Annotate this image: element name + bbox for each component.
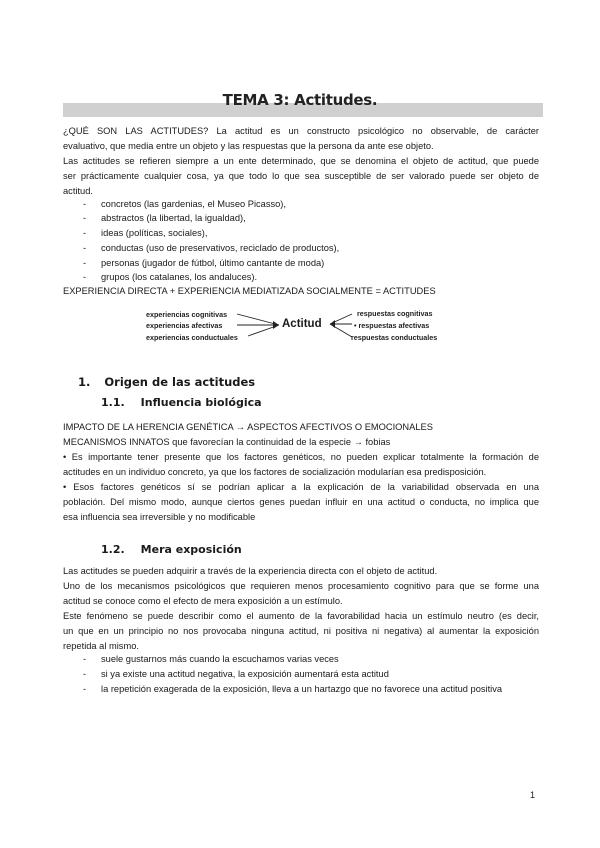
intro-line: Las actitudes se refieren siempre a un ente determinado, que se denomina el objeto de actitud, que puede — [63, 156, 539, 166]
list-item: - ideas (políticas, sociales), — [83, 228, 208, 238]
subsection-title: Mera exposición — [140, 543, 242, 556]
section-title: Origen de las actitudes — [104, 375, 256, 389]
body-line: Este fenómeno se puede describir como el aumento de la favorabilidad hacia un estímulo neutro (es decir, — [63, 611, 539, 621]
list-item: - si ya existe una actitud negativa, la exposición aumentará esta actitud — [83, 669, 389, 679]
section-number: 1. — [78, 375, 91, 389]
body-line: IMPACTO DE LA HERENCIA GENÉTICA → ASPECTOS AFECTIVOS O EMOCIONALES — [63, 422, 433, 432]
intro-line: evaluativo, que media entre un objeto y las respuestas que la persona da ante ese objeto. — [63, 141, 434, 151]
subsection-heading — [101, 396, 262, 409]
list-item: - la repetición exagerada de la exposición, lleva a un hartazgo que no favorece una actitud positiva — [83, 684, 503, 694]
body-line: repetida al mismo. — [63, 641, 139, 651]
arrow-left-top — [237, 314, 279, 325]
body-line: • Es importante tener presente que los factores genéticos, no pueden explicar totalmente la formación de — [63, 452, 539, 462]
body-line: actitud se conoce como el efecto de mera exposición a un estímulo. — [63, 596, 343, 606]
subsection-number: 1.2. — [101, 543, 125, 556]
list-item: - suele gustarnos más cuando la escuchamos varias veces — [83, 654, 339, 664]
page-title: TEMA 3: Actitudes. — [222, 91, 378, 109]
body-line: actitudes en un individuo concreto, ya que los factores de socialización modularían esa predisposición. — [63, 467, 487, 477]
subsection-heading — [101, 543, 242, 556]
intro-line: actitud. — [63, 186, 93, 196]
list-item: - conductas (uso de preservativos, reciclado de productos), — [83, 243, 340, 253]
subsection-number: 1.1. — [101, 396, 125, 409]
diagram-center: Actitud — [282, 318, 322, 330]
intro-line: ser prácticamente cualquier cosa, ya que todo lo que sea susceptible de ser valorado puede ser objeto de — [63, 171, 539, 181]
body-line: esa influencia sea irreversible y no modificable — [63, 512, 256, 522]
diagram-right-item: • respuestas afectivas — [354, 321, 430, 330]
subsection-title: Influencia biológica — [140, 396, 262, 409]
page-number: 1 — [530, 790, 536, 800]
body-line: Las actitudes se pueden adquirir a través de la experiencia directa con el objeto de actitud. — [63, 566, 438, 576]
body-line: MECANISMOS INNATOS que favorecían la continuidad de la especie → fobias — [63, 437, 391, 447]
list-item: - concretos (las gardenias, el Museo Picasso), — [83, 199, 286, 209]
diagram-left-item: experiencias cognitivas — [146, 310, 228, 319]
section-heading — [78, 375, 255, 389]
diagram-left-item: experiencias afectivas — [146, 321, 223, 330]
arrow-head-left — [273, 321, 279, 329]
list-item: - abstractos (la libertad, la igualdad), — [83, 213, 246, 223]
body-line: un que en un principio no nos provocaba ninguna actitud, ni positiva ni negativa) al aumentar la exposición — [63, 626, 539, 636]
list-item: - personas (jugador de fútbol, último cantante de moda) — [83, 258, 325, 268]
diagram-left-item: experiencias conductuales — [146, 333, 238, 342]
arrow-head-right — [330, 320, 335, 328]
list-item: - grupos (los catalanes, los andaluces). — [83, 272, 258, 282]
formula-line: EXPERIENCIA DIRECTA + EXPERIENCIA MEDIATIZADA SOCIALMENTE = ACTITUDES — [63, 286, 436, 296]
body-line: Uno de los mecanismos psicológicos que requieren menos procesamiento cognitivo para que se forme una — [63, 581, 539, 591]
intro-line: ¿QUÉ SON LAS ACTITUDES? La actitud es un constructo psicológico no observable, de carácter — [63, 126, 539, 136]
body-line: • Esos factores genéticos sí se podrían aplicar a la explicación de la variabilidad observada en una — [63, 482, 539, 492]
body-line: población. Del mismo modo, aunque ciertos genes puedan influir en una actitud o conducta, no implica que — [63, 497, 539, 507]
diagram-right-item: respuestas conductuales — [351, 333, 438, 342]
diagram-right-item: respuestas cognitivas — [357, 309, 433, 318]
